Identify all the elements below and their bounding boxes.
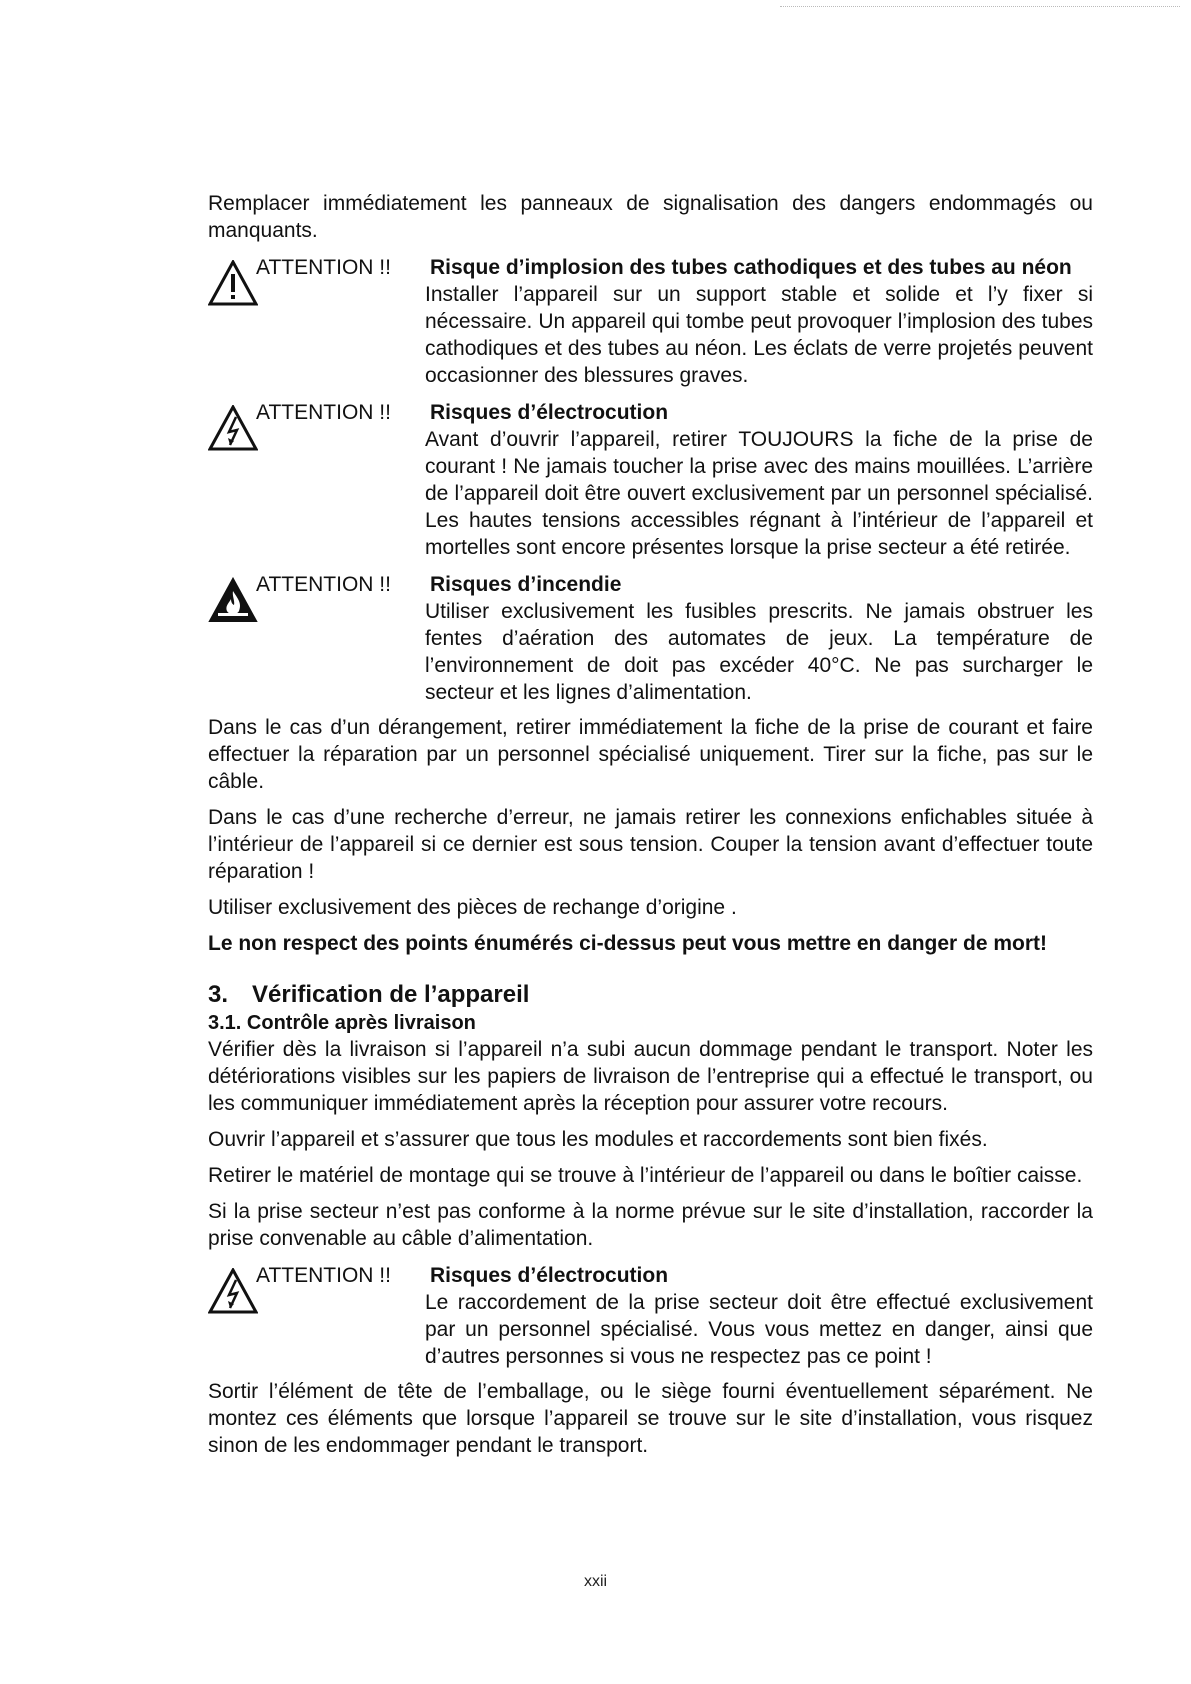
- danger-notice: Le non respect des points énumérés ci-dessus peut vous mettre en danger de mort!: [208, 932, 1048, 955]
- closing-paragraph: Sortir l’élément de tête de l’emballage, ou le siège fourni éventuellement séparément. Ne montez ces éléments que lorsque l’appareil se trouve sur le site d’installation, vous risquez sinon de les endommager pendant le transport.: [208, 1380, 1093, 1457]
- warning-label: ATTENTION !!: [256, 1264, 391, 1287]
- warning-body: Avant d’ouvrir l’appareil, retirer TOUJOURS la fiche de la prise de courant ! Ne jamais toucher la prise avec des mains mouillées. L’arrière de l’appareil doit être ouvert exclusivement par un personnel spécialisé. Les hautes tensions accessibles régnant à l’intérieur de l’appareil et mortelles sont encore présentes lorsque la prise secteur a été retirée.: [425, 428, 1093, 559]
- paragraph: Si la prise secteur n’est pas conforme à la norme prévue sur le site d’installation, raccorder la prise convenable au câble d’alimentation.: [208, 1200, 1093, 1250]
- paragraph: Ouvrir l’appareil et s’assurer que tous les modules et raccordements sont bien fixés.: [208, 1128, 988, 1151]
- warning-body: Utiliser exclusivement les fusibles prescrits. Ne jamais obstruer les fentes d’aération des automates de jeux. La température de l’environnement de doit pas excéder 40°C. Ne pas surcharger le secteur et les lignes d’alimentation.: [425, 600, 1093, 704]
- scan-artifact-line: [780, 6, 1180, 8]
- warning-electrocution-connection: [208, 1262, 1093, 1370]
- section-number: 3.: [208, 981, 229, 1008]
- warning-title: Risques d’électrocution: [430, 401, 669, 424]
- intro-paragraph: Remplacer immédiatement les panneaux de signalisation des dangers endommagés ou manquants.: [208, 192, 1093, 242]
- warning-label: ATTENTION !!: [256, 573, 391, 596]
- warning-label: ATTENTION !!: [256, 256, 391, 279]
- warning-electric-icon: [208, 405, 258, 451]
- section-title: Vérification de l’appareil: [252, 981, 530, 1008]
- warning-implosion: [208, 254, 1093, 389]
- paragraph: Dans le cas d’un dérangement, retirer immédiatement la fiche de la prise de courant et faire effectuer la réparation par un personnel spécialisé uniquement. Tirer sur la fiche, pas sur le câble.: [208, 716, 1093, 793]
- warning-label: ATTENTION !!: [256, 401, 391, 424]
- warning-electrocution: [208, 399, 1093, 561]
- page-number: xxii: [583, 1573, 608, 1590]
- warning-exclamation-icon: [208, 260, 258, 306]
- paragraph: Retirer le matériel de montage qui se trouve à l’intérieur de l’appareil ou dans le boîtier caisse.: [208, 1164, 1083, 1187]
- warning-title: Risque d’implosion des tubes cathodiques et des tubes au néon: [430, 256, 1072, 279]
- document-page: [208, 190, 1093, 1468]
- paragraph: Dans le cas d’une recherche d’erreur, ne jamais retirer les connexions enfichables située à l’intérieur de l’appareil si ce dernier est sous tension. Couper la tension avant d’effectuer toute réparation !: [208, 806, 1093, 883]
- paragraph: Vérifier dès la livraison si l’appareil n’a subi aucun dommage pendant le transport. Noter les détériorations visibles sur les papiers de livraison de l’entreprise qui a effectué le transport, ou les communiquer immédiatement après la réception pour assurer votre recours.: [208, 1038, 1093, 1115]
- warning-body: Installer l’appareil sur un support stable et solide et l’y fixer si nécessaire. Un appareil qui tombe peut provoquer l’implosion des tubes cathodiques et des tubes au néon. Les éclats de verre projetés peuvent occasionner des blessures graves.: [425, 283, 1093, 387]
- warning-title: Risques d’incendie: [430, 573, 622, 596]
- warning-body: Le raccordement de la prise secteur doit être effectué exclusivement par un personnel spécialisé. Vous vous mettez en danger, ainsi que d’autres personnes si vous ne respectez pas ce point !: [425, 1291, 1093, 1368]
- warning-title: Risques d’électrocution: [430, 1264, 669, 1287]
- section-heading: [208, 981, 1093, 1009]
- paragraph: Utiliser exclusivement des pièces de rechange d’origine .: [208, 896, 737, 919]
- warning-fire: [208, 571, 1093, 706]
- subsection-heading: 3.1. Contrôle après livraison: [208, 1012, 476, 1034]
- warning-electric-icon: [208, 1268, 258, 1314]
- warning-fire-icon: [208, 577, 258, 623]
